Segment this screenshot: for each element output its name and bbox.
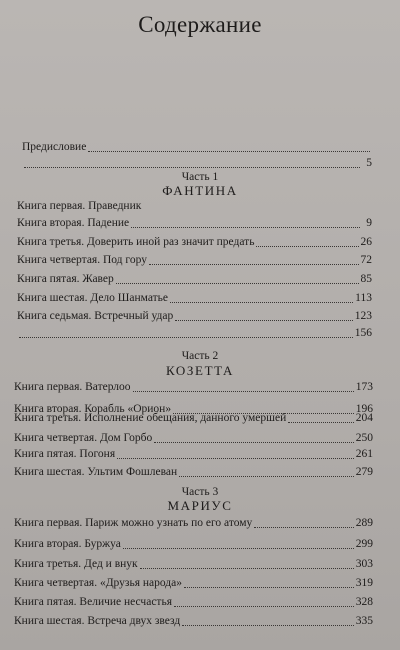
- toc-entry-preface: [22, 140, 372, 170]
- toc-dot-leader: [288, 422, 354, 423]
- part-title: МАРИУС: [167, 498, 233, 513]
- toc-entry-page: 335: [355, 615, 373, 627]
- toc-dot-leader: [131, 227, 360, 228]
- toc-dot-leader: [149, 264, 359, 265]
- toc-entry-page: 328: [355, 596, 373, 608]
- toc-entry: [17, 270, 372, 286]
- toc-entry-page: 250: [355, 432, 373, 444]
- toc-entry-page: 9: [366, 217, 372, 229]
- toc-entry-label: Книга первая. Париж можно узнать по его атому: [14, 517, 253, 529]
- toc-entry-page: 113: [355, 292, 372, 304]
- toc-entry-label: Книга пятая. Погоня: [14, 448, 116, 460]
- part-title: КОЗЕТТА: [165, 363, 234, 378]
- toc-entry: [14, 463, 373, 479]
- toc-entry-page: 279: [355, 466, 373, 478]
- toc-entry-label: Книга седьмая. Встречный удар: [17, 310, 174, 322]
- toc-entry: [14, 555, 373, 571]
- toc-dot-leader: [88, 151, 370, 152]
- toc-entry-page: 5: [366, 157, 372, 169]
- toc-entry-page: 261: [355, 448, 373, 460]
- toc-dot-leader: [123, 548, 354, 549]
- toc-entry-label: Книга третья. Доверить иной раз значит предать: [17, 236, 255, 248]
- toc-dot-leader: [184, 587, 354, 588]
- toc-dot-leader: [154, 442, 354, 443]
- toc-dot-leader: [140, 568, 354, 569]
- toc-dot-leader: [179, 476, 354, 477]
- toc-dot-leader: [19, 337, 353, 338]
- toc-entry-label: Книга вторая. Падение: [17, 217, 130, 229]
- toc-dot-leader: [116, 283, 359, 284]
- toc-entry: [14, 514, 373, 530]
- toc-dot-leader: [24, 167, 360, 168]
- toc-entry: [17, 197, 372, 213]
- toc-entry-label: Книга третья. Исполнение обещания, данного умершей: [14, 412, 287, 424]
- part-title: ФАНТИНА: [162, 183, 238, 198]
- toc-entry-label: Книга четвертая. Под гору: [17, 254, 147, 266]
- page-title: Содержание: [138, 12, 262, 37]
- toc-entry: [17, 214, 372, 230]
- toc-entry-page: 196: [355, 403, 373, 415]
- toc-dot-leader: [182, 625, 354, 626]
- toc-entry: [14, 409, 373, 425]
- toc-entry: [17, 233, 372, 249]
- toc-entry: [17, 324, 372, 340]
- toc-dot-leader: [133, 391, 354, 392]
- toc-entry-page: 26: [360, 236, 372, 248]
- toc-entry-page: 72: [360, 254, 372, 266]
- toc-entry-label: Книга шестая. Встреча двух звезд: [14, 615, 181, 627]
- toc-entry-page: 204: [355, 412, 373, 424]
- toc-entry-label: Предисловие: [22, 141, 87, 153]
- toc-entry-label: Книга первая. Праведник: [17, 200, 142, 212]
- toc-entry: [17, 289, 372, 305]
- toc-entry-label: Книга первая. Ватерлоо: [14, 381, 131, 393]
- toc-dot-leader: [170, 302, 353, 303]
- toc-entry-page: 173: [355, 381, 373, 393]
- part-label: Часть 2: [181, 350, 219, 362]
- toc-entry: [14, 535, 373, 551]
- toc-entry: [14, 574, 373, 590]
- toc-entry: [14, 429, 373, 445]
- toc-entry-page: 303: [355, 558, 373, 570]
- toc-entry-label: Книга вторая. Буржуа: [14, 538, 121, 550]
- toc-dot-leader: [256, 246, 358, 247]
- toc-dot-leader: [117, 458, 354, 459]
- toc-entry-label: Книга четвертая. «Друзья народа»: [14, 577, 182, 589]
- toc-entry-label: Книга шестая. Ультим Фошлеван: [14, 466, 178, 478]
- toc-entry-label: Книга третья. Дед и внук: [14, 558, 138, 570]
- toc-entry: [14, 445, 373, 461]
- toc-entry-page: 289: [355, 517, 373, 529]
- toc-entry-label: Книга вторая. Корабль «Орион»: [14, 403, 172, 415]
- toc-entry-page: 85: [360, 273, 372, 285]
- toc-entry-label: Книга пятая. Жавер: [17, 273, 114, 285]
- toc-entry: [14, 593, 373, 609]
- toc-entry-page: 156: [354, 327, 372, 339]
- toc-dot-leader: [254, 527, 353, 528]
- part-label: Часть 3: [181, 486, 219, 498]
- toc-entry-label: Книга пятая. Величие несчастья: [14, 596, 172, 608]
- toc-entry: [14, 378, 373, 394]
- toc-entry-page: 319: [355, 577, 373, 589]
- toc-dot-leader: [175, 320, 353, 321]
- toc-entry-page: 299: [355, 538, 373, 550]
- toc-entry: [17, 307, 372, 323]
- toc-entry-label: Книга шестая. Дело Шанматье: [17, 292, 169, 304]
- toc-entry-page: 123: [354, 310, 372, 322]
- toc-entry: [17, 251, 372, 267]
- toc-entry-label: Книга четвертая. Дом Горбо: [14, 432, 153, 444]
- part-label: Часть 1: [181, 171, 219, 183]
- toc-entry: [14, 612, 373, 628]
- toc-dot-leader: [174, 606, 354, 607]
